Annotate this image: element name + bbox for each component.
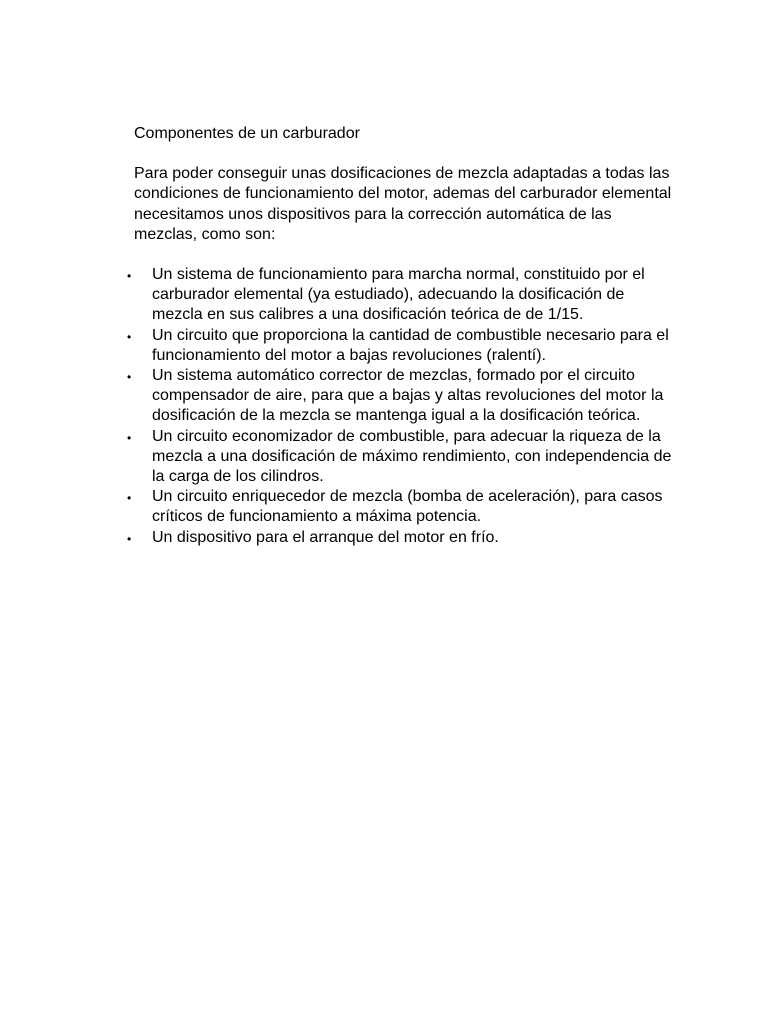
bullet-icon: • xyxy=(127,531,132,546)
list-item xyxy=(127,326,674,366)
components-list xyxy=(127,265,674,548)
list-item xyxy=(127,427,674,488)
bullet-icon: • xyxy=(127,370,132,385)
list-item-text: Un circuito economizador de combustible, para adecuar la riqueza de la mezcla a una dosificación de máximo rendimiento, con independencia de la carga de los cilindros. xyxy=(152,427,672,486)
list-item xyxy=(127,366,674,427)
list-item-text: Un circuito que proporciona la cantidad de combustible necesario para el funcionamiento del motor a bajas revoluciones (ralentí). xyxy=(152,326,669,364)
list-item-text: Un circuito enriquecedor de mezcla (bomba de aceleración), para casos críticos de funcionamiento a máxima potencia. xyxy=(152,488,663,526)
intro-paragraph: Para poder conseguir unas dosificaciones de mezcla adaptadas a todas las condiciones de funcionamiento del motor, ademas del carburador elemental necesitamos unos dispositivos para la corrección automática de las mezclas, como son: xyxy=(134,165,672,243)
document-title: Componentes de un carburador xyxy=(134,125,360,142)
list-item-text: Un dispositivo para el arranque del motor en frío. xyxy=(152,528,499,546)
bullet-icon: • xyxy=(127,269,132,284)
list-item xyxy=(127,528,674,548)
document-body xyxy=(127,124,674,548)
list-item-text: Un sistema automático corrector de mezclas, formado por el circuito compensador de aire, para que a bajas y altas revoluciones del motor la dosificación de la mezcla se mantenga igual a la dosificación teórica. xyxy=(152,367,664,425)
bullet-icon: • xyxy=(127,491,132,506)
bullet-icon: • xyxy=(127,329,132,344)
list-item xyxy=(127,487,674,527)
bullet-icon: • xyxy=(127,430,132,445)
list-item-text: Un sistema de funcionamiento para marcha normal, constituido por el carburador elemental (ya estudiado), adecuando la dosificación de mezcla en sus calibres a una dosificación teórica de de 1/15. xyxy=(152,266,645,324)
list-item xyxy=(127,265,674,326)
